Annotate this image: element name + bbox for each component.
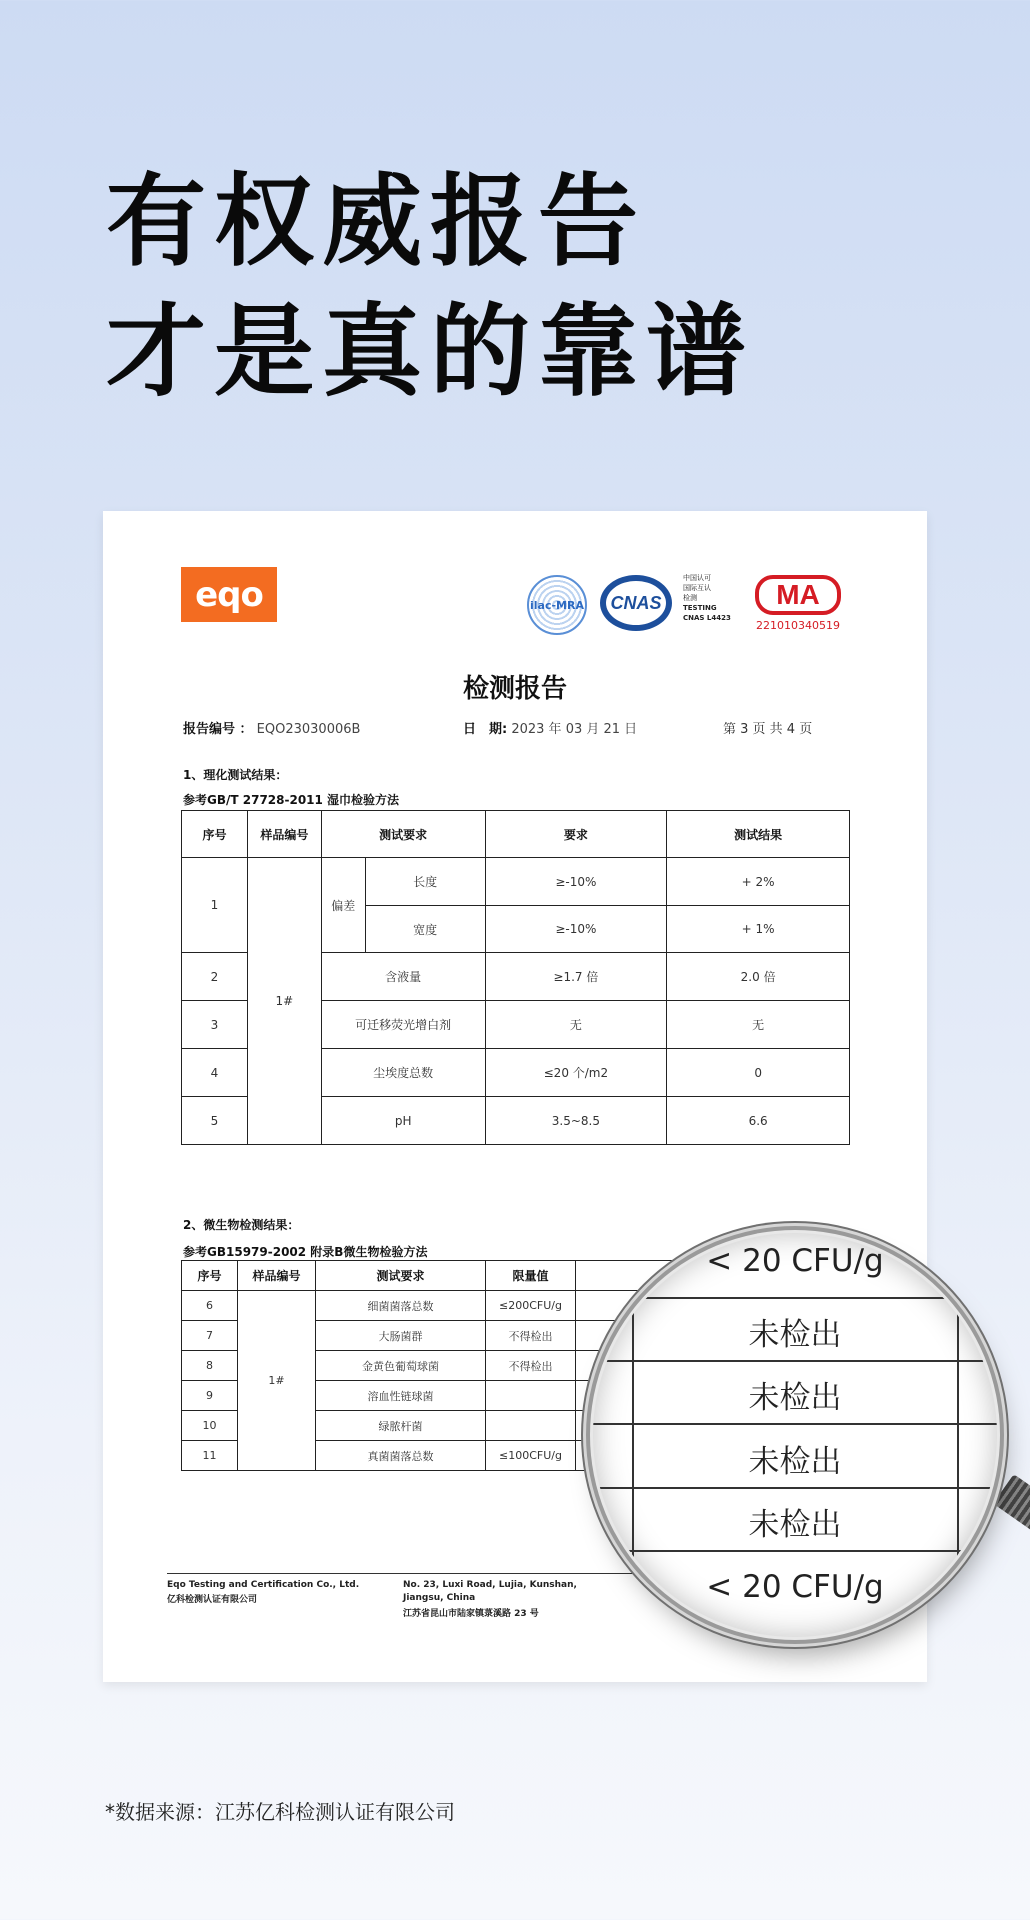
cell-req: ≤20 个/m2 [485,1049,667,1097]
cell-limit [486,1411,576,1441]
cell-result: 6.6 [667,1097,850,1145]
physchem-table [181,810,850,1145]
cell-deviation: 偏差 [321,858,365,953]
col-header: 样品编号 [238,1261,316,1291]
cell-no: 3 [182,1001,248,1049]
cell-no: 8 [182,1351,238,1381]
cell-limit: 不得检出 [486,1321,576,1351]
magnifier-handle [993,1474,1030,1538]
footer-address-cn: 江苏省昆山市陆家镇菉溪路 23 号 [403,1609,539,1619]
cnas-text [683,573,731,623]
report-number [183,718,360,737]
cell-item: 长度 [365,858,485,906]
mag-result: 未检出 [748,1507,842,1543]
date-value: 2023 年 03 月 21 日 [511,722,638,737]
cnas-text-line: 国际互认 [683,584,711,592]
col-header: 序号 [182,1261,238,1291]
cell-no: 10 [182,1411,238,1441]
cell-req: ≥-10% [485,906,667,953]
cell-sample: 1# [238,1291,316,1471]
cell-no: 2 [182,953,248,1001]
cell-req: 3.5~8.5 [485,1097,667,1145]
col-header: 样品编号 [247,811,321,858]
report-number-value: EQO23030006B [256,722,361,737]
magnifying-glass [593,1233,997,1637]
cell-result: 无 [667,1001,850,1049]
cell-limit [486,1381,576,1411]
cell-result: 0 [667,1049,850,1097]
mag-row-line [593,1550,997,1552]
cnas-text-line: TESTING [683,604,717,612]
cell-item: 大肠菌群 [316,1321,486,1351]
report-date [463,718,637,737]
cnas-text-line: CNAS L4423 [683,614,731,622]
cell-result: + 2% [667,858,850,906]
cell-item: 宽度 [365,906,485,953]
cell-no: 1 [182,858,248,953]
mag-result: < 20 CFU/g [706,1243,884,1279]
page-indicator: 第 3 页 共 4 页 [723,722,813,737]
cell-item: 含液量 [321,953,485,1001]
footer-company-en: Eqo Testing and Certification Co., Ltd. [167,1580,360,1590]
cell-item: 溶血性链球菌 [316,1381,486,1411]
cell-no: 6 [182,1291,238,1321]
mag-result: < 20 CFU/g [706,1569,884,1605]
mag-row-line [593,1423,997,1425]
cell-req: ≥1.7 倍 [485,953,667,1001]
cma-logo: MA [755,575,841,615]
footer-address-en: No. 23, Luxi Road, Lujia, Kunshan, Jiangsu, China [403,1580,577,1603]
footer-divider [167,1573,647,1574]
cell-req: ≥-10% [485,858,667,906]
date-label: 日 期: [463,722,508,737]
mag-result: 未检出 [748,1380,842,1416]
col-header: 测试要求 [321,811,485,858]
data-source-note: *数据来源：江苏亿科检测认证有限公司 [105,1800,455,1824]
cnas-text-line: 中国认可 [683,574,711,582]
cell-no: 5 [182,1097,248,1145]
cnas-text-line: 检测 [683,594,697,602]
mag-result: 未检出 [748,1317,842,1353]
cell-result: 2.0 倍 [667,953,850,1001]
ilac-mra-logo: ilac-MRA [527,575,587,635]
section1-reference: 参考GB/T 27728-2011 湿巾检验方法 [183,793,400,807]
cell-item: pH [321,1097,485,1145]
cma-number: 221010340519 [756,619,840,632]
cell-limit: ≤200CFU/g [486,1291,576,1321]
col-header: 限量值 [486,1261,576,1291]
cell-item: 绿脓杆菌 [316,1411,486,1441]
section2-reference: 参考GB15979-2002 附录B微生物检验方法 [183,1245,428,1259]
cell-req: 无 [485,1001,667,1049]
footer-company-cn: 亿科检测认证有限公司 [167,1595,258,1605]
report-number-label: 报告编号 ： [183,722,253,737]
cell-result: + 1% [667,906,850,953]
cell-limit: ≤100CFU/g [486,1441,576,1471]
cell-item: 尘埃度总数 [321,1049,485,1097]
cell-item: 真菌菌落总数 [316,1441,486,1471]
section1-heading: 1、理化测试结果： [183,768,288,782]
headline-line2: 才是真的靠谱 [106,293,754,410]
cell-no: 9 [182,1381,238,1411]
cnas-logo: CNAS [600,575,672,631]
cell-item: 可迁移荧光增白剂 [321,1001,485,1049]
mag-result: 未检出 [748,1444,842,1480]
col-header: 序号 [182,811,248,858]
cell-limit: 不得检出 [486,1351,576,1381]
col-header: 测试结果 [667,811,850,858]
col-header: 要求 [485,811,667,858]
mag-row-line [593,1297,997,1299]
col-header: 测试要求 [316,1261,486,1291]
cell-sample: 1# [247,858,321,1145]
cell-no: 11 [182,1441,238,1471]
headline-line1: 有权威报告 [106,163,646,280]
mag-row-line [593,1487,997,1489]
report-title: 检测报告 [462,674,567,704]
cell-item: 金黄色葡萄球菌 [316,1351,486,1381]
mag-row-line [593,1360,997,1362]
section2-heading: 2、微生物检测结果： [183,1218,300,1232]
eqo-logo: eqo [181,567,277,622]
cell-no: 4 [182,1049,248,1097]
cell-no: 7 [182,1321,238,1351]
table-row [182,858,850,906]
cell-item: 细菌菌落总数 [316,1291,486,1321]
